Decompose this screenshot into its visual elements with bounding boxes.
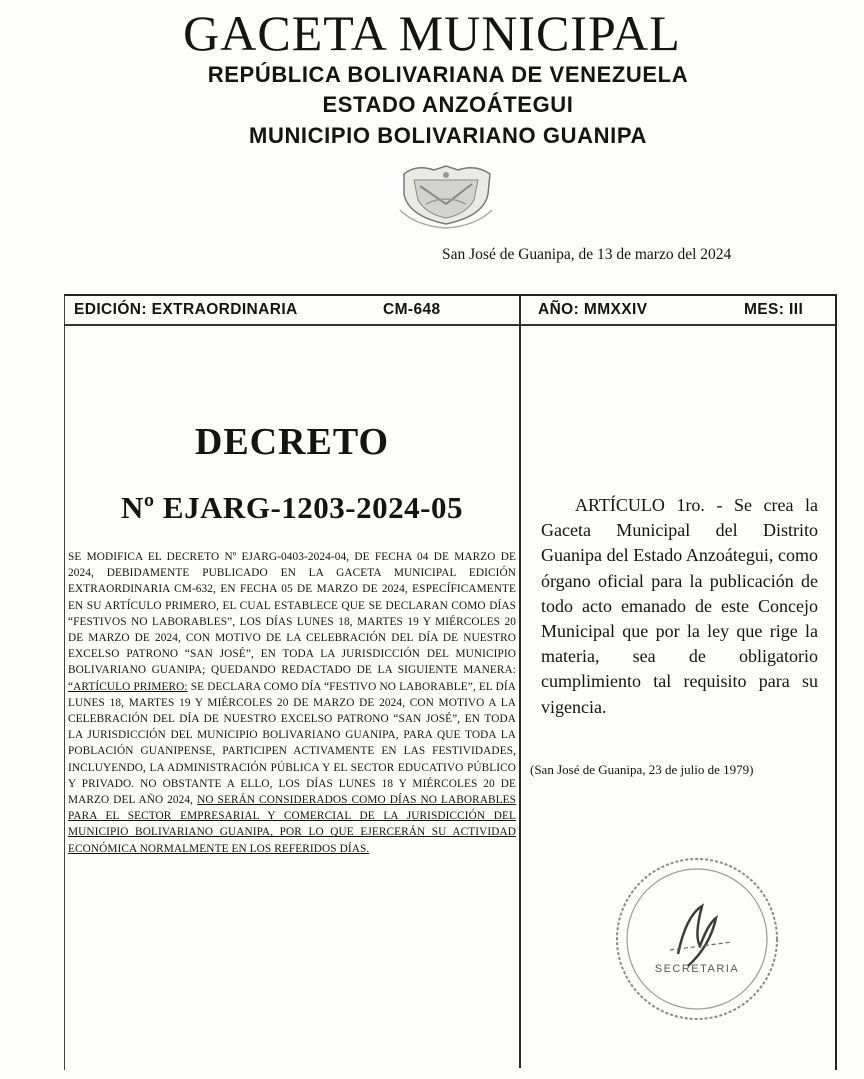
column-divider: [519, 296, 521, 1068]
gazette-title: GACETA MUNICIPAL: [183, 5, 681, 61]
publication-date: San José de Guanipa, de 13 de marzo del 2024: [442, 246, 732, 263]
seal-label: SECRETARIA: [654, 963, 740, 975]
decree-number: Nº EJARG-1203-2024-05: [121, 490, 463, 525]
decree-body-middle: SE DECLARA COMO DÍA “FESTIVO NO LABORABLE”, EL DÍA LUNES 18, MARTES 19 Y MIÉRCOLES 20 DE MARZO DE 2024, CON MOTIVO A LA CELEBRACIÓN DEL DÍA DE NUESTRO EXCELSO PATRONO “SAN JOSÉ”, EN TODA LA JURISDICCIÓN DEL MUNICIPIO BOLIVARIANO GUANIPA, PARA QUE TODA LA POBLACIÓN GUANIPENSE, PARTICIPEN ACTIVAMENTE EN LAS FESTIVIDADES, INCLUYENDO, LA ADMINISTRACIÓN PÚBLICA Y EL SECTOR EDUCATIVO PÚBLICO Y PRIVADO. NO OBSTANTE A ELLO, LOS DÍAS LUNES 18 Y MIÉRCOLES 20 DE MARZO DEL AÑO 2024,: [68, 680, 516, 807]
edition-label: EDICIÓN: EXTRAORDINARIA: [74, 301, 298, 318]
decree-body: [68, 549, 516, 857]
municipality-name: MUNICIPIO BOLIVARIANO GUANIPA: [249, 123, 647, 148]
decree-body-intro: SE MODIFICA EL DECRETO Nº EJARG-0403-2024-04, DE FECHA 04 DE MARZO DE 2024, DEBIDAMENTE PUBLICADO EN LA GACETA MUNICIPAL EDICIÓN EXTRAORDINARIA CM-632, EN FECHA 05 DE MARZO DE 2024, ESPECÍFICAMENTE EN SU ARTÍCULO PRIMERO, EL CUAL ESTABLECE QUE SE DECLARAN COMO DÍAS “FESTIVOS NO LABORABLES”, LOS DÍAS LUNES 18, MARTES 19 Y MIÉRCOLES 20 DE MARZO DE 2024, CON MOTIVO DE LA CELEBRACIÓN DEL DÍA DE NUESTRO EXCELSO PATRONO “SAN JOSÉ”, EN TODA LA JURISDICCIÓN DEL MUNICIPIO BOLIVARIANO GUANIPA; QUEDANDO REDACTADO DE LA SIGUIENTE MANERA:: [68, 551, 516, 677]
header-divider: [64, 324, 836, 326]
decree-body-underlined: NO SERÁN CONSIDERADOS COMO DÍAS NO LABORABLES PARA EL SECTOR EMPRESARIAL Y COMERCIAL DE LA JURISDICCIÓN DEL MUNICIPIO BOLIVARIANO GUANIPA, POR LO QUE EJERCERÁN SU ACTIVIDAD ECONÓMICA NORMALMENTE EN LOS REFERIDOS DÍAS.: [68, 794, 517, 855]
state-name: ESTADO ANZOÁTEGUI: [322, 92, 574, 117]
article-primero-label: “ARTÍCULO PRIMERO:: [68, 680, 188, 693]
secretaria-stamp-icon: [612, 854, 782, 1024]
year-label: AÑO: MMXXIV: [538, 301, 648, 318]
decree-heading: DECRETO: [194, 421, 390, 463]
edition-code: CM-648: [383, 301, 441, 318]
month-label: MES: III: [744, 301, 804, 318]
founding-article: ARTÍCULO 1ro. - Se crea la Gaceta Municipal del Distrito Guanipa del Estado Anzoátegui, como órgano oficial para la publicación de todo acto emanado de este Concejo Municipal que por la ley que rige la materia, sea de obligatorio cumplimiento tal requisito para su vigencia.: [541, 495, 818, 717]
founding-date: (San José de Guanipa, 23 de julio de 1979): [530, 762, 754, 777]
republic-name: REPÚBLICA BOLIVARIANA DE VENEZUELA: [207, 62, 689, 87]
municipal-coat-of-arms-icon: [396, 160, 496, 230]
